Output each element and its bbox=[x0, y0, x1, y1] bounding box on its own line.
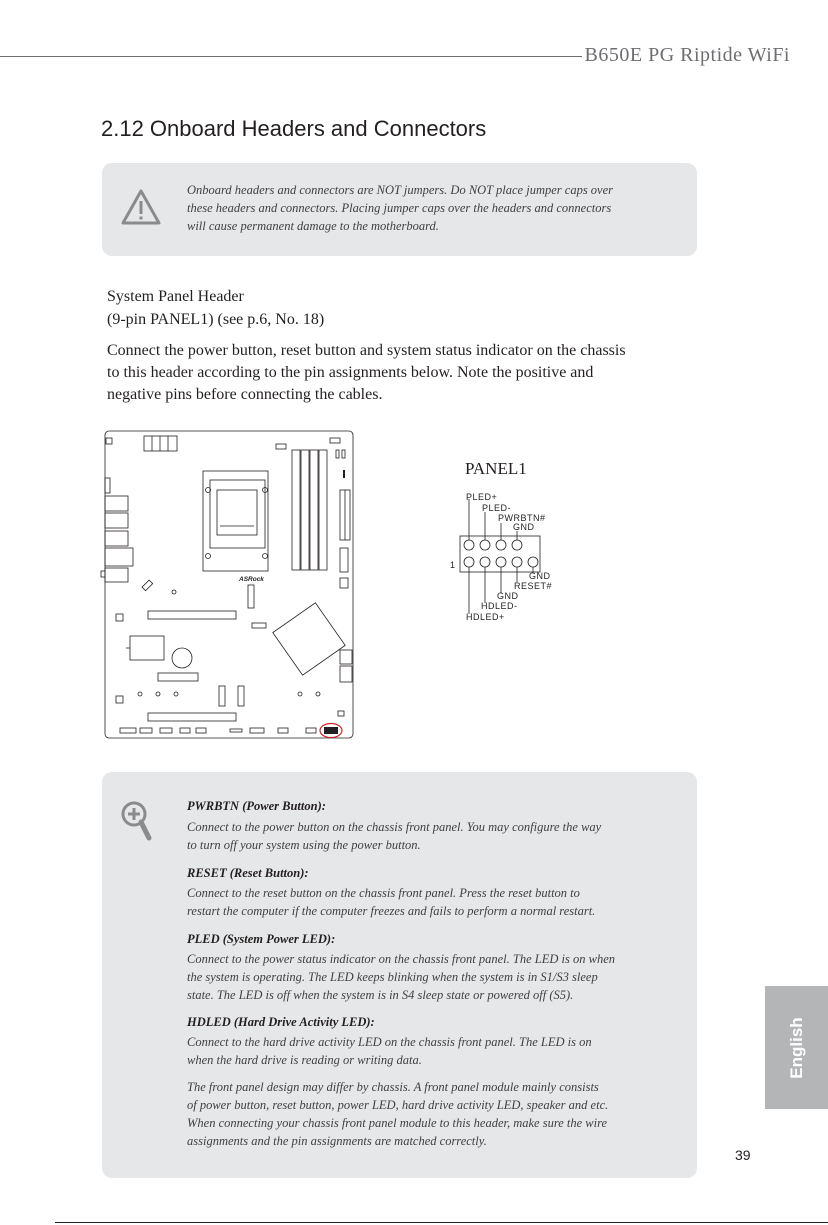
pcie-slot bbox=[148, 713, 236, 721]
header-name: System Panel Header bbox=[107, 288, 244, 305]
pin-label-pled-plus: PLED+ bbox=[466, 492, 498, 502]
board-outline bbox=[105, 431, 353, 738]
pwrbtn-description bbox=[187, 818, 647, 854]
pwrbtn-title: PWRBTN (Power Button): bbox=[187, 799, 326, 813]
header-description bbox=[107, 340, 667, 406]
warning-text bbox=[187, 181, 657, 235]
dimm-slot bbox=[319, 450, 327, 570]
reset-title: RESET (Reset Button): bbox=[187, 866, 309, 880]
hdled-title: HDLED (Hard Drive Activity LED): bbox=[187, 1015, 375, 1029]
warning-line: will cause permanent damage to the motherboard. bbox=[187, 219, 439, 233]
cmos-battery bbox=[172, 648, 192, 668]
pin-label-reset: RESET# bbox=[514, 581, 553, 591]
rear-io-port bbox=[105, 531, 128, 546]
motherboard-diagram bbox=[100, 428, 358, 742]
panel1-header-location bbox=[324, 727, 338, 734]
language-tab bbox=[765, 986, 828, 1109]
panel-title: PANEL1 bbox=[465, 459, 527, 478]
hdled-line: when the hard drive is reading or writing data. bbox=[187, 1053, 422, 1067]
footer-rule bbox=[55, 1222, 828, 1223]
header-pin-info: (9-pin PANEL1) (see p.6, No. 18) bbox=[107, 311, 325, 328]
pin-one-label: 1 bbox=[450, 560, 456, 570]
pled-line: Connect to the power status indicator on the chassis front panel. The LED is on when bbox=[187, 952, 615, 966]
note-line: of power button, reset button, power LED, hard drive activity LED, speaker and etc. bbox=[187, 1098, 609, 1112]
description-line: negative pins before connecting the cables. bbox=[107, 386, 383, 403]
language-label: English bbox=[786, 1016, 806, 1079]
note-line: assignments and the pin assignments are matched correctly. bbox=[187, 1134, 487, 1148]
pin bbox=[496, 540, 506, 550]
note-line: When connecting your chassis front panel module to this header, make sure the wire bbox=[187, 1116, 608, 1130]
pin bbox=[480, 540, 490, 550]
reset-line: restart the computer if the computer freezes and fails to perform a normal restart. bbox=[187, 904, 596, 918]
description-line: to this header according to the pin assignments below. Note the positive and bbox=[107, 364, 594, 381]
pin bbox=[512, 540, 522, 550]
pin bbox=[512, 557, 522, 567]
rear-io-port bbox=[105, 513, 128, 528]
header-rule bbox=[0, 56, 582, 57]
description-line: Connect the power button, reset button and system status indicator on the chassis bbox=[107, 342, 626, 359]
rear-io-port bbox=[105, 496, 128, 511]
cpu-socket bbox=[203, 471, 268, 571]
warning-line: these headers and connectors. Placing jumper caps over the headers and connectors bbox=[187, 201, 612, 215]
hdled-description bbox=[187, 1033, 647, 1069]
pin-label-gnd: GND bbox=[529, 571, 551, 581]
section-title: 2.12 Onboard Headers and Connectors bbox=[101, 116, 487, 141]
reset-line: Connect to the reset button on the chassis front panel. Press the reset button to bbox=[187, 886, 580, 900]
model-name: B650E PG Riptide WiFi bbox=[584, 44, 790, 66]
pin-label-gnd: GND bbox=[513, 522, 535, 532]
pin bbox=[480, 557, 490, 567]
pin-label-pwrbtn: PWRBTN# bbox=[498, 513, 546, 523]
pin-label-hdled-plus: HDLED+ bbox=[466, 612, 505, 622]
pled-line: the system is operating. The LED keeps blinking when the system is in S1/S3 sleep bbox=[187, 970, 598, 984]
magnifier-plus-icon bbox=[120, 800, 156, 844]
pin-label-hdled-minus: HDLED- bbox=[481, 601, 518, 611]
reset-description bbox=[187, 884, 647, 920]
pin-label-gnd: GND bbox=[497, 591, 519, 601]
rear-io-port bbox=[105, 548, 133, 566]
pin bbox=[464, 540, 474, 550]
audio-codec bbox=[130, 636, 164, 660]
warning-triangle-icon bbox=[120, 188, 162, 226]
pin-label-pled-minus: PLED- bbox=[482, 503, 512, 513]
cpu-power-connector bbox=[144, 436, 177, 451]
chipset-heatsink bbox=[273, 603, 345, 675]
board-logo: ASRock bbox=[239, 576, 264, 583]
dimm-slot bbox=[301, 450, 309, 570]
pled-description bbox=[187, 950, 647, 1004]
pin bbox=[464, 557, 474, 567]
pin bbox=[496, 557, 506, 567]
front-panel-note bbox=[187, 1078, 647, 1150]
pwrbtn-line: to turn off your system using the power button. bbox=[187, 838, 421, 852]
warning-line: Onboard headers and connectors are NOT jumpers. Do NOT place jumper caps over bbox=[187, 183, 614, 197]
pin bbox=[528, 557, 538, 567]
pcie-slot bbox=[148, 611, 236, 619]
pwrbtn-line: Connect to the power button on the chassis front panel. You may configure the way bbox=[187, 820, 602, 834]
rear-io-port bbox=[105, 568, 128, 582]
pled-title: PLED (System Power LED): bbox=[187, 932, 336, 946]
note-line: The front panel design may differ by chassis. A front panel module mainly consists bbox=[187, 1080, 599, 1094]
mounting-hole bbox=[106, 438, 112, 444]
panel1-pinout-diagram bbox=[440, 485, 580, 630]
hdled-line: Connect to the hard drive activity LED on the chassis front panel. The LED is on bbox=[187, 1035, 592, 1049]
page-number: 39 bbox=[735, 1147, 751, 1163]
dimm-slot bbox=[292, 450, 300, 570]
dimm-slot bbox=[310, 450, 318, 570]
pled-line: state. The LED is off when the system is in S4 sleep state or powered off (S5). bbox=[187, 988, 574, 1002]
